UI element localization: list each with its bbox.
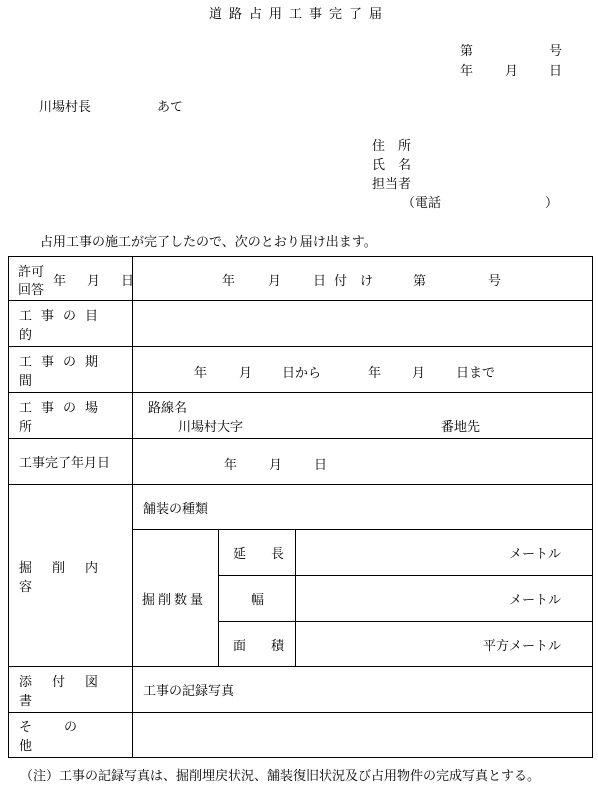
- applicant-phone-open: （電話: [402, 196, 442, 211]
- permit-label-date: 年 月 日: [53, 274, 139, 289]
- completion-month: 月: [269, 458, 283, 473]
- permit-day: 日: [313, 274, 327, 289]
- length-label-cell: [219, 530, 296, 576]
- period-m2: 月: [412, 366, 426, 381]
- place-label-text: 工事の場所: [19, 400, 108, 435]
- completion-value-cell[interactable]: [133, 439, 593, 485]
- permit-label-cell: [9, 257, 139, 301]
- other-label-text: その他: [19, 720, 110, 754]
- permit-tsuke: 付 け: [334, 274, 374, 289]
- area-label-cell: [219, 622, 296, 667]
- applicant-phone-close: ）: [545, 196, 559, 211]
- place-route: 路線名: [148, 401, 188, 416]
- qty-label: 掘削数量: [142, 592, 207, 608]
- length-unit: メートル: [509, 547, 562, 562]
- area-label: 面 積: [233, 638, 291, 654]
- purpose-value-cell[interactable]: [133, 301, 593, 347]
- row-permit: [9, 257, 593, 301]
- document-title: 道路占用工事完了届: [208, 7, 389, 22]
- permit-value-cell[interactable]: [133, 257, 593, 301]
- permit-label-bottom: 回答: [18, 283, 45, 298]
- excavation-label-cell: [9, 485, 133, 667]
- period-y1: 年: [194, 366, 208, 381]
- row-excavation-pavement: [9, 485, 593, 530]
- applicant-person-label: 担当者: [372, 177, 412, 192]
- area-unit: 平方メートル: [483, 638, 562, 654]
- applicant-address-label: 住 所: [372, 139, 412, 154]
- width-label-cell: [219, 576, 296, 622]
- date-month: 月: [505, 64, 519, 79]
- place-village: 川場村大字: [178, 420, 244, 435]
- pavement-label: 舗装の種類: [143, 501, 209, 517]
- place-value-cell[interactable]: [133, 393, 593, 439]
- completion-year: 年: [224, 458, 238, 473]
- row-other: [9, 713, 593, 758]
- permit-label-top: 許可: [18, 265, 45, 280]
- permit-year: 年: [222, 274, 236, 289]
- attachments-label-cell: [9, 667, 133, 713]
- length-value-cell[interactable]: [296, 530, 593, 576]
- completion-label-cell: [9, 439, 133, 485]
- permit-dai: 第: [413, 274, 427, 289]
- purpose-label: [9, 305, 132, 343]
- purpose-label-cell: [9, 301, 133, 347]
- area-value-cell[interactable]: [296, 622, 593, 667]
- permit-no-prefix: 第: [460, 44, 474, 59]
- applicant-name-label: 氏 名: [372, 158, 412, 173]
- intro-text: 占用工事の施工が完了したので、次のとおり届け出ます。: [40, 235, 377, 250]
- attachments-value-cell[interactable]: [133, 667, 593, 713]
- place-banchi: 番地先: [441, 420, 481, 435]
- row-attachments: [9, 667, 593, 713]
- excavation-label-text: 掘削内容: [19, 560, 119, 595]
- permit-month: 月: [268, 274, 282, 289]
- width-unit: メートル: [509, 593, 562, 608]
- attachments-label-text: 添付図書: [19, 674, 119, 709]
- other-label-cell: [9, 713, 133, 758]
- period-label-text: 工事の期間: [19, 354, 108, 389]
- period-value-cell[interactable]: [133, 347, 593, 393]
- footnote: （注）工事の記録写真は、掘削埋戻状況、舗装復旧状況及び占用物件の完成写真とする。: [20, 769, 541, 784]
- addressee-suffix: あて: [157, 100, 184, 115]
- date-year: 年: [460, 64, 474, 79]
- width-label: 幅: [251, 593, 265, 608]
- qty-label-cell: [133, 530, 219, 667]
- period-label-cell: [9, 347, 133, 393]
- period-d2: 日まで: [456, 366, 496, 381]
- row-period: [9, 347, 593, 393]
- row-purpose: [9, 301, 593, 347]
- permit-gou: 号: [488, 274, 502, 289]
- other-value-cell[interactable]: [133, 713, 593, 758]
- place-label-cell: [9, 393, 133, 439]
- pavement-cell[interactable]: [133, 485, 593, 530]
- purpose-label-text: 工事の目的: [19, 308, 108, 343]
- row-place: [9, 393, 593, 439]
- width-value-cell[interactable]: [296, 576, 593, 622]
- completion-label-text: 工事完了年月日: [19, 456, 111, 471]
- period-y2: 年: [368, 366, 382, 381]
- attachments-value: 工事の記録写真: [143, 684, 235, 699]
- permit-no-suffix: 号: [549, 44, 563, 59]
- row-completion: [9, 439, 593, 485]
- length-label: 延 長: [233, 547, 291, 562]
- period-d1: 日から: [282, 366, 322, 381]
- completion-day: 日: [314, 458, 328, 473]
- period-m1: 月: [239, 366, 253, 381]
- date-day: 日: [549, 64, 563, 79]
- addressee-name: 川場村長: [39, 100, 92, 115]
- completion-form-table: [8, 256, 593, 758]
